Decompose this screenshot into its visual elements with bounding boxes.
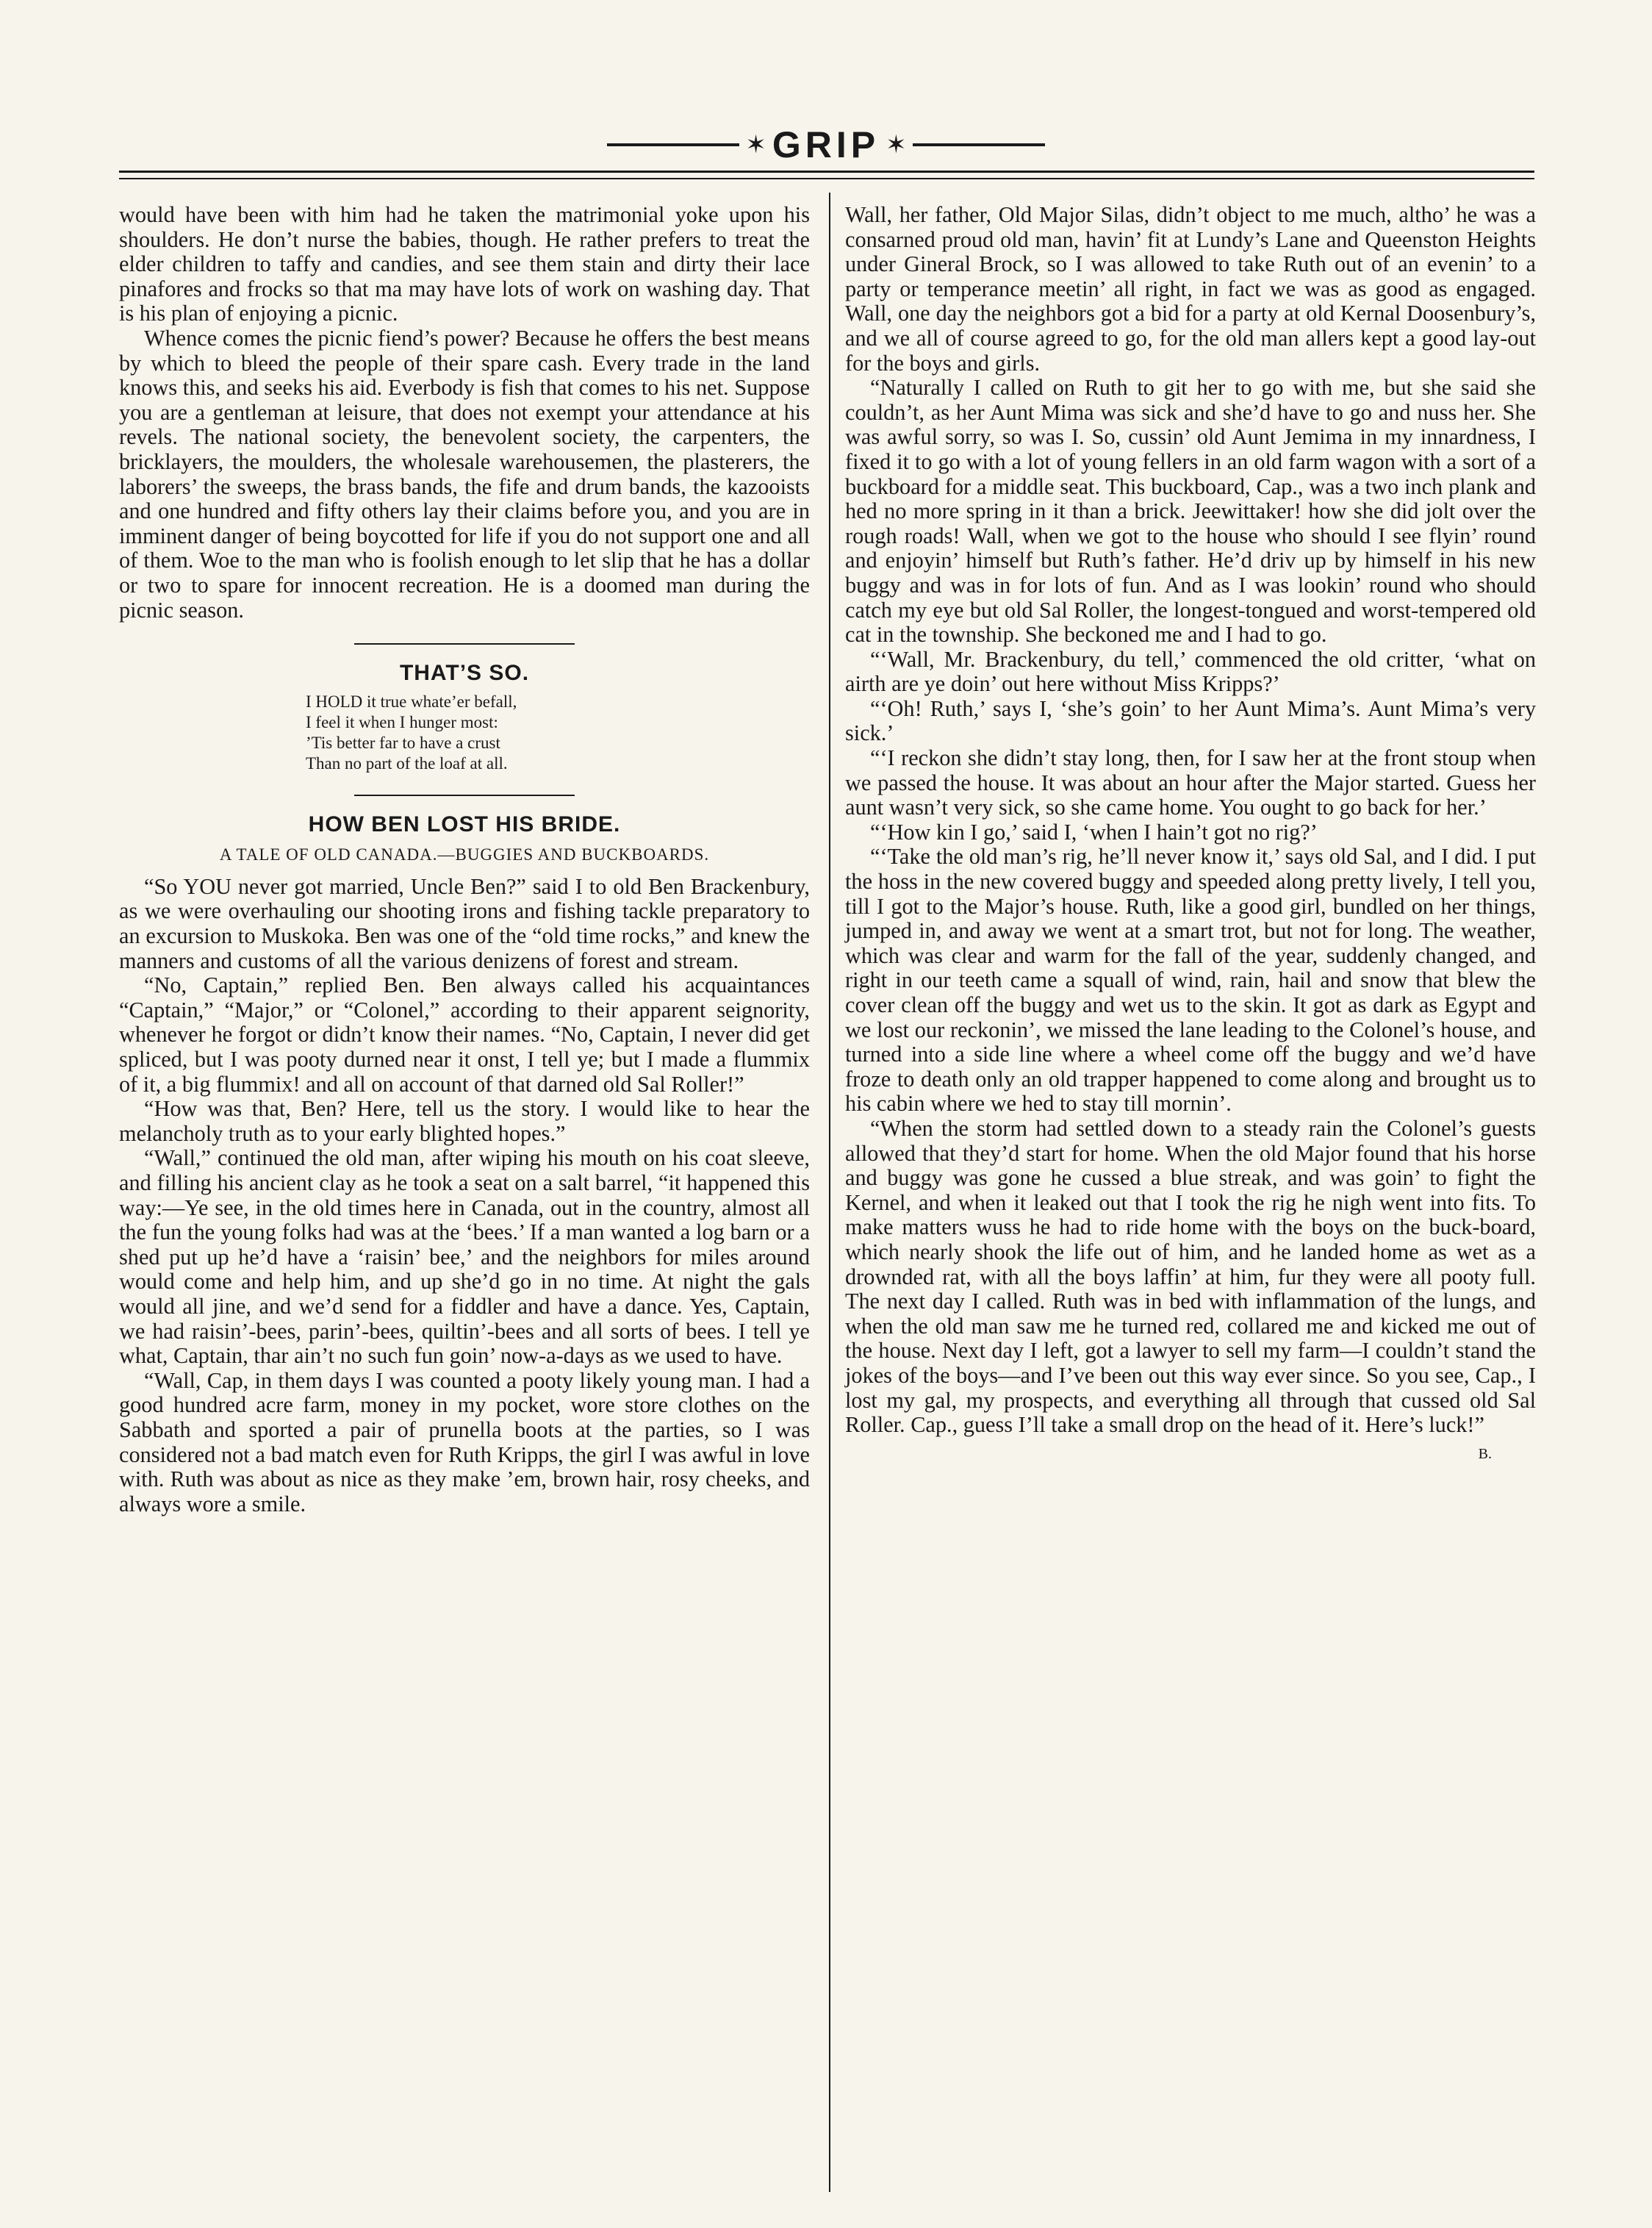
paragraph-text: “When the storm had settled down to a steady rain the Colonel’s guests allowed that they’d start for home. When the old Major found that his horse and buggy was gone he cussed a blue streak, and was goin’ to fight the Kernel, and when it leaked out that I took the rig he nigh went into fits. To make matters wuss he had to ride home with the boys on the buck-board, which nearly shook the life out of him, and he landed home as wet as a drownded rat, with all the boys laffin’ at him, fur they were all pooty full. The next day I called. Ruth was in bed with inflammation of the lungs, and when the old man saw me he turned red, collared me and kicked me out of the house. Next day I left, got a lawyer to sell my farm—I couldn’t stand the jokes of the boys—and I’ve been out this way ever since. So you see, Cap., I lost my gal, my prospects, and everything all through that cussed old Sal Roller. Cap., guess I’ll take a small drop on the head of it. Here’s luck!” xyxy=(845,1115,1536,1438)
column-divider xyxy=(829,193,830,2192)
paragraph: Wall, her father, Old Major Silas, didn’t object to me much, altho’ he was a consarned proud old man, havin’ fit at Lundy’s Lane and Queenston Heights under Gineral Brock, so I was allowed to take Ruth out of an evenin’ to a party or temperance meetin’ all right, in fact we was as good as engaged. Wall, one day the neighbors got a bid for a party at old Kernal Doosenbury’s, and we all of course agreed to go, for the old man allers kept a good lay-out for the boys and girls. xyxy=(845,202,1536,376)
page-title: GRIP xyxy=(772,124,880,165)
paragraph: “So YOU never got married, Uncle Ben?” said I to old Ben Brackenbury, as we were overhauling our shooting irons and fishing tackle preparatory to an excursion to Muskoka. Ben was one of the “old time rocks,” and knew the manners and customs of all the various denizens of forest and stream. xyxy=(119,873,810,973)
paragraph: “How was that, Ben? Here, tell us the story. I would like to hear the melancholy truth as to your early blighted hopes.” xyxy=(119,1096,810,1146)
paragraph: “Naturally I called on Ruth to git her to go with me, but she said she couldn’t, as her Aunt Mima was sick and she’d have to go and nuss her. She was awful sorry, so was I. So, cussin’ old Aunt Jemima in my innardness, I fixed it to go with a lot of young fellers in an old farm wagon with a sort of a buckboard for a middle seat. This buckboard, Cap., was a two inch plank and hed no more spring in it than a brick. Jeewittaker! how she did jolt over the rough roads! Wall, when we got to the house who should I see flyin’ round and enjoyin’ himself but Ruth’s father. He’d driv up by himself in his new buggy and was in for lots of fun. And as I was lookin’ round who should catch my eye but old Sal Roller, the longest-tongued and worst-tempered old cat in the township. She beckoned me and I had to go. xyxy=(845,375,1536,648)
paragraph: “‘Wall, Mr. Brackenbury, du tell,’ commenced the old critter, ‘what on airth are ye doin’ out here without Miss Kripps?’ xyxy=(845,646,1536,697)
poem xyxy=(306,692,810,774)
star-icon: ✶ xyxy=(886,132,907,159)
header-rule-thin xyxy=(119,178,1534,179)
story-title: HOW BEN LOST HIS BRIDE. xyxy=(308,812,621,837)
story-subtitle: A TALE OF OLD CANADA.—BUGGIES AND BUCKBOARDS. xyxy=(219,845,710,864)
paragraph: “No, Captain,” replied Ben. Ben always called his acquaintances “Captain,” “Major,” or “Colonel,” according to their apparent seignority, whenever he forgot or didn’t know their names. “No, Captain, I never did get spliced, but I was pooty durned near it onst, I tell ye; but I made a flummix of it, a big flummix! and all on account of that darned old Sal Roller!” xyxy=(119,972,810,1097)
poem-line: ’Tis better far to have a crust xyxy=(306,733,500,752)
masthead xyxy=(0,123,1652,168)
star-icon: ✶ xyxy=(745,132,766,159)
poem-line: I HOLD it true whate’er befall, xyxy=(306,692,517,711)
paragraph: “Wall, Cap, in them days I was counted a pooty likely young man. I had a good hundred acre farm, money in my pocket, wore store clothes on the Sabbath and sported a pair of prunella boots at the parties, so I was considered not a bad match even for Ruth Kripps, the girl I was awful in love with. Ruth was about as nice as they make ’em, brown hair, rosy cheeks, and always wore a smile. xyxy=(119,1367,810,1516)
poem-line: I feel it when I hunger most: xyxy=(306,712,498,731)
paragraph: “‘I reckon she didn’t stay long, then, for I saw her at the front stoup when we passed the house. It was about an hour after the Major started. Guess her aunt wasn’t very sick, so she came home. You ought to go back for her.’ xyxy=(845,745,1536,820)
left-column xyxy=(119,203,810,1516)
section-divider xyxy=(354,795,575,796)
paragraph: “‘Oh! Ruth,’ says I, ‘she’s goin’ to her Aunt Mima’s. Aunt Mima’s very sick.’ xyxy=(845,695,1536,746)
paragraph: “Wall,” continued the old man, after wiping his mouth on his coat sleeve, and filling his ancient clay as he took a seat on a salt barrel, “it happened this way:—Ye see, in the old times here in Canada, out in the country, almost all the fun the young folks had was at the ‘bees.’ If a man wanted a log barn or a shed put up he’d have a ‘raisin’ bee,’ and the neighbors for miles around would come and help him, and up she’d go in no time. At night the gals would all jine, and we’d send for a fiddler and have a dance. Yes, Captain, we had raisin’-bees, parin’-bees, quiltin’-bees and all sorts of bees. I tell ye what, Captain, thar ain’t no such fun goin’ now-a-days as we used to have. xyxy=(119,1145,810,1369)
paragraph: “‘Take the old man’s rig, he’ll never know it,’ says old Sal, and I did. I put the hoss in the new covered buggy and speeded along pretty lively, I tell you, till I got to the Major’s house. Ruth, like a good girl, bundled on her things, jumped in, and away we went at a smart trot, but not for long. The weather, which was clear and warm for the fall of the year, suddenly changed, and right in our teeth came a squall of wind, rain, hail and snow that blew the cover clean off the buggy and wet us to the skin. It got as dark as Egypt and we lost our reckonin’, we missed the lane leading to the Colonel’s house, and turned into a side line where a wheel come off the buggy and we’d have froze to death only an old trapper happened to come along and brought us to his cabin where we hed to stay till mornin’. xyxy=(845,844,1536,1117)
paragraph xyxy=(845,1115,1536,1462)
paragraph: Whence comes the picnic fiend’s power? Because he offers the best means by which to bleed the people of their spare cash. Every trade in the land knows this, and seeks his aid. Everbody is fish that comes to his net. Suppose you are a gentleman at leisure, that does not exempt your attendance at his revels. The national society, the benevolent society, the carpenters, the bricklayers, the moulders, the wholesale warehousemen, the plasterers, the laborers’ the sweeps, the brass bands, the fife and drum bands, the kazooists and one hundred and fifty others lay their claims before you, and you are in imminent danger of being boycotted for life if you do not support one and all of them. Woe to the man who is foolish enough to let slip that he has a dollar or two to spare for innocent recreation. He is a doomed man during the picnic season. xyxy=(119,325,810,623)
masthead-rule-left xyxy=(607,143,739,146)
author-signature: B. xyxy=(1478,1445,1492,1462)
masthead-rule-right xyxy=(913,143,1045,146)
section-divider xyxy=(354,643,575,645)
right-column xyxy=(845,203,1536,1466)
header-rule-thick xyxy=(119,171,1534,173)
poem-title: THAT’S SO. xyxy=(399,661,530,686)
paragraph: “‘How kin I go,’ said I, ‘when I hain’t got no rig?’ xyxy=(870,819,1318,845)
poem-line: Than no part of the loaf at all. xyxy=(306,753,508,773)
paragraph: would have been with him had he taken the matrimonial yoke upon his shoulders. He don’t nurse the babies, though. He rather prefers to treat the elder children to taffy and candies, and see them stain and dirty their lace pinafores and frocks so that ma may have lots of work on washing day. That is his plan of enjoying a picnic. xyxy=(119,202,810,326)
